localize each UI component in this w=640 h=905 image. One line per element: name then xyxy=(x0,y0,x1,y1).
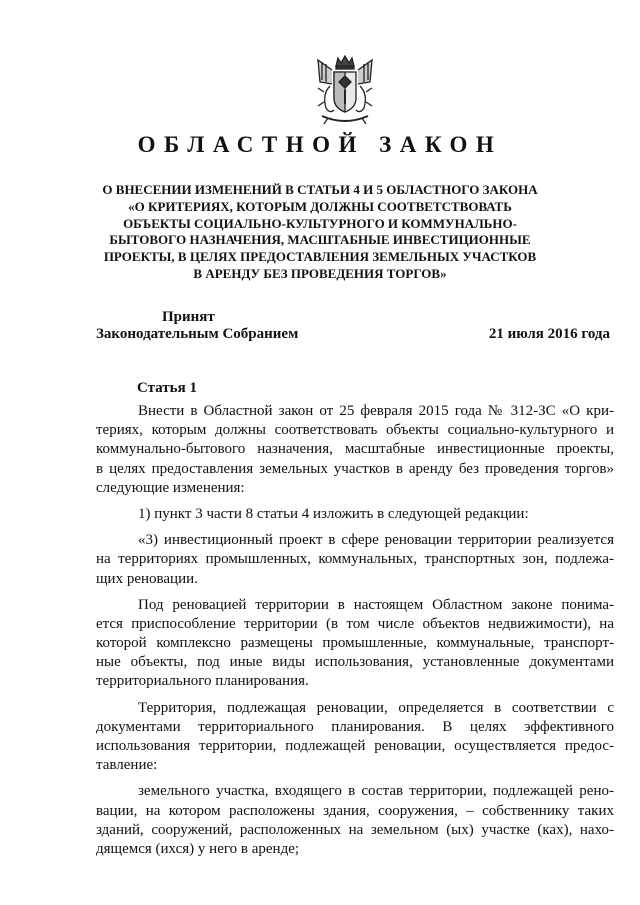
paragraph-line: щих реновации. xyxy=(96,570,198,587)
paragraph-line: вации, на котором расположены здания, сооружения, – собственнику таких xyxy=(96,802,614,819)
paragraph-line: использования территории, подлежащей реновации, осуществляется предос- xyxy=(96,738,614,754)
paragraph-line: земельного участка, входящего в состав территории, подлежащей рено- xyxy=(138,783,614,800)
document-title: ОБЛАСТНОЙ ЗАКОН xyxy=(137,132,503,157)
paragraph-line: териях, которым должны соответствовать объекты социально-культурного и xyxy=(96,422,614,439)
body-paragraph xyxy=(96,782,614,859)
paragraph-line: коммунально-бытового назначения, масштабные инвестиционные проекты, xyxy=(96,441,614,458)
body-paragraph xyxy=(96,596,614,692)
subtitle-line: ПРОЕКТЫ, В ЦЕЛЯХ ПРЕДОСТАВЛЕНИЯ ЗЕМЕЛЬНЫХ УЧАСТКОВ xyxy=(103,249,537,265)
paragraph-line: на территориях промышленных, коммунальных, транспортных зон, подлежа- xyxy=(96,551,614,568)
law-subtitle xyxy=(100,182,540,283)
paragraph-line: Внести в Областной закон от 25 февраля 2015 года № 312-ЗС «О кри- xyxy=(138,403,614,419)
subtitle-line: ОБЪЕКТЫ СОЦИАЛЬНО-КУЛЬТУРНОГО И КОММУНАЛЬНО- xyxy=(123,215,517,231)
body-paragraph xyxy=(96,531,614,589)
paragraph-line: «3) инвестиционный проект в сфере реновации территории реализуется xyxy=(138,532,614,549)
paragraph-line: Территория, подлежащая реновации, определяется в соответствии с xyxy=(138,699,614,716)
paragraph-line: документами территориального планирования. В целях эффективного xyxy=(96,718,614,735)
body-paragraph xyxy=(96,505,614,524)
paragraph-line: которой комплексно размещены промышленные, коммунальные, транспорт- xyxy=(96,635,614,652)
body-paragraph xyxy=(96,699,614,776)
paragraph-line: зданий, сооружений, расположенных на земельном (ых) участке (ках), нахо- xyxy=(96,821,614,838)
subtitle-line: БЫТОВОГО НАЗНАЧЕНИЯ, МАСШТАБНЫЕ ИНВЕСТИЦИОННЫЕ xyxy=(109,232,531,248)
article-heading: Статья 1 xyxy=(137,380,197,396)
body-paragraph xyxy=(96,402,614,498)
paragraph-line: территориального планирования. xyxy=(96,673,309,690)
paragraph-line: следующие изменения: xyxy=(96,479,245,496)
adopted-block xyxy=(96,309,298,343)
paragraph-line: ется приспособление территории (в том числе объектов недвижимости), на xyxy=(96,615,614,632)
paragraph-line: тавление: xyxy=(96,757,158,774)
coat-of-arms-emblem xyxy=(310,52,380,128)
paragraph-line: 1) пункт 3 части 8 статьи 4 изложить в следующей редакции: xyxy=(138,505,529,522)
paragraph-line: в целях предоставления земельных участков в аренду без проведения торгов» xyxy=(96,460,614,477)
paragraph-line: ные объекты, под иные виды использования, установленные документами xyxy=(96,654,614,671)
adopted-label: Принят xyxy=(162,309,215,325)
article-body xyxy=(96,402,614,866)
subtitle-line: «О КРИТЕРИЯХ, КОТОРЫМ ДОЛЖНЫ СООТВЕТСТВОВАТЬ xyxy=(128,198,512,214)
paragraph-line: Под реновацией территории в настоящем Областном законе понима- xyxy=(138,596,614,613)
adopted-by: Законодательным Собранием xyxy=(96,326,299,342)
subtitle-line: В АРЕНДУ БЕЗ ПРОВЕДЕНИЯ ТОРГОВ» xyxy=(193,265,447,281)
adoption-date: 21 июля 2016 года xyxy=(488,326,610,342)
paragraph-line: дящемся (ихся) у него в аренде; xyxy=(96,840,300,857)
subtitle-line: О ВНЕСЕНИИ ИЗМЕНЕНИЙ В СТАТЬИ 4 И 5 ОБЛАСТНОГО ЗАКОНА xyxy=(102,182,538,197)
